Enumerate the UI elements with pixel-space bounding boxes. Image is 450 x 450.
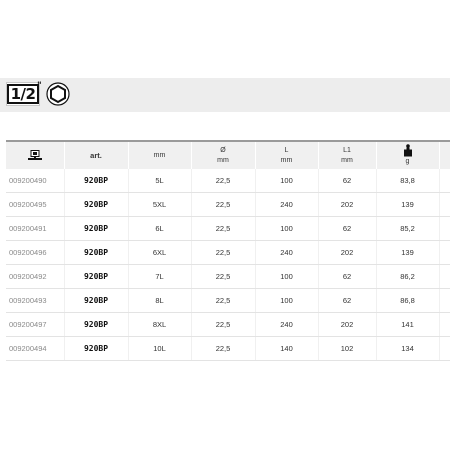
cell-mm: 6XL	[128, 241, 191, 265]
cell-weight: 83,8	[376, 169, 439, 193]
cell-mm: 7L	[128, 265, 191, 289]
cell-spare	[439, 265, 450, 289]
cell-length: 240	[255, 241, 318, 265]
cell-spare	[439, 313, 450, 337]
cell-length: 240	[255, 193, 318, 217]
cell-length1: 102	[318, 337, 376, 361]
cell-code: 009200493	[6, 289, 64, 313]
cell-diameter: 22,5	[191, 337, 255, 361]
cell-weight: 86,2	[376, 265, 439, 289]
cell-spare	[439, 241, 450, 265]
weight-icon	[403, 144, 413, 157]
header-code	[6, 142, 64, 169]
table-header-row	[6, 142, 450, 169]
article-table	[6, 142, 450, 361]
cell-art: 920BP	[64, 337, 128, 361]
cell-mm: 8XL	[128, 313, 191, 337]
header-length1-label: L1	[343, 146, 351, 154]
cell-mm: 5L	[128, 169, 191, 193]
header-spare	[439, 142, 450, 169]
cell-spare	[439, 169, 450, 193]
table-row[interactable]	[6, 241, 450, 265]
cell-weight: 86,8	[376, 289, 439, 313]
table-row[interactable]	[6, 337, 450, 361]
header-diameter-unit: mm	[217, 156, 229, 164]
cell-length1: 62	[318, 169, 376, 193]
cell-length: 100	[255, 169, 318, 193]
cell-code: 009200492	[6, 265, 64, 289]
cell-art: 920BP	[64, 217, 128, 241]
header-length1	[318, 142, 376, 169]
cell-length1: 202	[318, 313, 376, 337]
cell-art: 920BP	[64, 193, 128, 217]
header-length1-unit: mm	[341, 156, 353, 164]
cell-weight: 141	[376, 313, 439, 337]
drive-size-label: 1/2	[7, 84, 40, 104]
cell-length1: 62	[318, 265, 376, 289]
table-row[interactable]	[6, 289, 450, 313]
header-length-label: L	[284, 146, 289, 154]
cell-code: 009200491	[6, 217, 64, 241]
cell-code: 009200496	[6, 241, 64, 265]
cell-code: 009200490	[6, 169, 64, 193]
cell-code: 009200494	[6, 337, 64, 361]
cell-diameter: 22,5	[191, 241, 255, 265]
cell-art: 920BP	[64, 313, 128, 337]
cell-length1: 202	[318, 241, 376, 265]
cell-diameter: 22,5	[191, 313, 255, 337]
cell-length1: 202	[318, 193, 376, 217]
cell-diameter: 22,5	[191, 193, 255, 217]
header-diameter-symbol: Ø	[220, 146, 226, 154]
cell-length1: 62	[318, 217, 376, 241]
cell-mm: 6L	[128, 217, 191, 241]
cell-length: 140	[255, 337, 318, 361]
hexagon-socket-icon	[44, 82, 72, 106]
cell-code: 009200497	[6, 313, 64, 337]
cell-spare	[439, 289, 450, 313]
cart-icon	[27, 150, 43, 162]
cell-art: 920BP	[64, 241, 128, 265]
cell-weight: 139	[376, 241, 439, 265]
table-row[interactable]	[6, 313, 450, 337]
cell-weight: 85,2	[376, 217, 439, 241]
drive-unit-mark: "	[37, 81, 42, 91]
cell-length: 100	[255, 265, 318, 289]
cell-mm: 10L	[128, 337, 191, 361]
cell-diameter: 22,5	[191, 169, 255, 193]
cell-mm: 8L	[128, 289, 191, 313]
square-drive-icon	[6, 82, 40, 106]
cell-length: 100	[255, 289, 318, 313]
cell-length: 240	[255, 313, 318, 337]
cell-art: 920BP	[64, 169, 128, 193]
header-length-unit: mm	[280, 156, 293, 164]
table-row[interactable]	[6, 265, 450, 289]
table-row[interactable]	[6, 217, 450, 241]
table-row[interactable]	[6, 193, 450, 217]
header-weight	[376, 142, 439, 169]
cell-diameter: 22,5	[191, 289, 255, 313]
header-art: art.	[64, 142, 128, 169]
cell-art: 920BP	[64, 289, 128, 313]
cell-spare	[439, 337, 450, 361]
cell-length1: 62	[318, 289, 376, 313]
header-weight-unit: g	[405, 158, 410, 165]
cell-diameter: 22,5	[191, 217, 255, 241]
header-length	[255, 142, 318, 169]
cell-diameter: 22,5	[191, 265, 255, 289]
cell-length: 100	[255, 217, 318, 241]
cell-spare	[439, 217, 450, 241]
cell-weight: 134	[376, 337, 439, 361]
table-row[interactable]	[6, 169, 450, 193]
header-mm: mm	[128, 142, 191, 169]
cell-code: 009200495	[6, 193, 64, 217]
header-diameter	[191, 142, 255, 169]
cell-weight: 139	[376, 193, 439, 217]
cell-spare	[439, 193, 450, 217]
cell-art: 920BP	[64, 265, 128, 289]
cell-mm: 5XL	[128, 193, 191, 217]
